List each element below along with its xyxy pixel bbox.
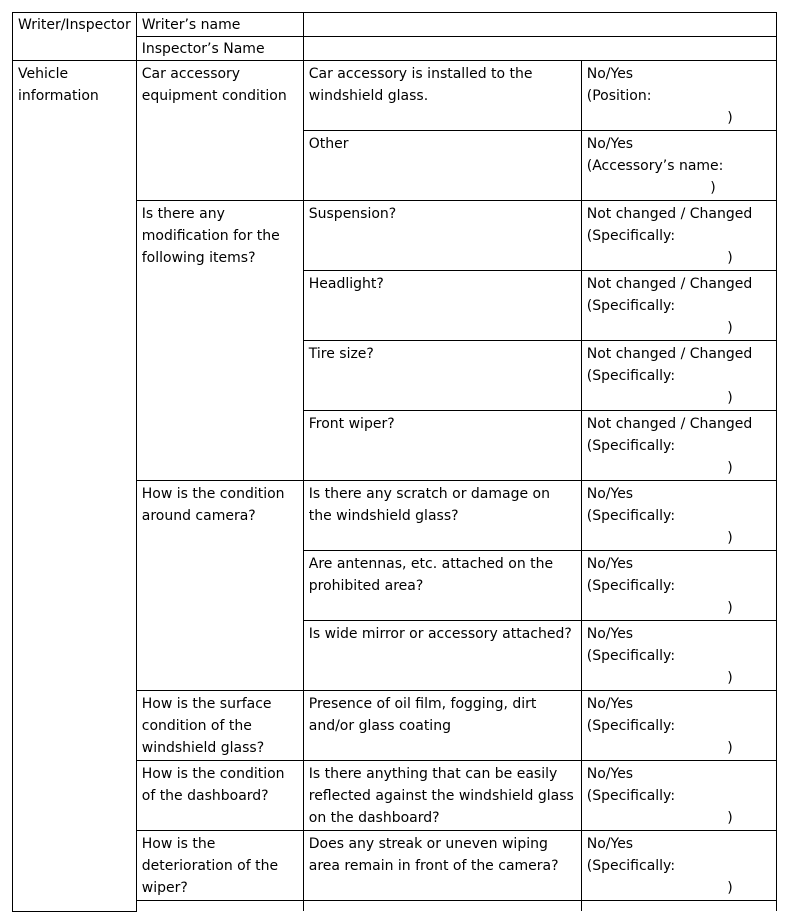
detail-close-paren: ) — [727, 250, 733, 266]
detail-close-paren: ) — [727, 670, 733, 686]
detail-label: (Accessory’s name: — [586, 158, 724, 174]
category-cell: How is the condition of the dashboard? — [136, 761, 303, 831]
writer-inspector-label: Writer/Inspector — [13, 13, 137, 61]
question-cell: Are antennas, etc. attached on the prohibited area? — [303, 551, 581, 621]
answer-cell[interactable] — [581, 481, 776, 551]
answer-options[interactable]: Not changed / Changed — [586, 416, 753, 432]
category-cell: Car accessory equipment condition — [136, 61, 303, 201]
answer-cell[interactable] — [581, 691, 776, 761]
detail-label: (Specifically: — [586, 578, 676, 594]
answer-cell[interactable] — [581, 621, 776, 691]
answer-options[interactable]: No/Yes — [586, 836, 634, 852]
detail-label: (Specifically: — [586, 368, 676, 384]
answer-options[interactable]: Not changed / Changed — [586, 346, 753, 362]
vehicle-information-label: Vehicle information — [13, 61, 137, 912]
question-cell: Presence of oil film, fogging, dirt and/or glass coating — [303, 691, 581, 761]
answer-options[interactable]: No/Yes — [586, 66, 634, 82]
detail-label: (Specifically: — [586, 298, 676, 314]
detail-close-paren: ) — [727, 810, 733, 826]
answer-options[interactable]: Not changed / Changed — [586, 276, 753, 292]
writer-name-field[interactable] — [303, 13, 776, 37]
answer-cell[interactable] — [581, 131, 776, 201]
detail-label: (Specifically: — [586, 228, 676, 244]
inspection-form-table — [12, 12, 777, 912]
answer-options[interactable]: No/Yes — [586, 486, 634, 502]
table-row — [13, 61, 777, 131]
detail-close-paren: ) — [727, 740, 733, 756]
empty-cell — [303, 901, 581, 912]
category-cell: How is the condition around camera? — [136, 481, 303, 691]
answer-options[interactable]: No/Yes — [586, 136, 634, 152]
question-cell: Front wiper? — [303, 411, 581, 481]
question-cell: Is there any scratch or damage on the windshield glass? — [303, 481, 581, 551]
detail-close-paren: ) — [710, 180, 716, 196]
detail-label: (Position: — [586, 88, 652, 104]
detail-close-paren: ) — [727, 460, 733, 476]
question-cell: Is there anything that can be easily reflected against the windshield glass on the dashboard? — [303, 761, 581, 831]
detail-label: (Specifically: — [586, 508, 676, 524]
question-cell: Headlight? — [303, 271, 581, 341]
detail-label: (Specifically: — [586, 858, 676, 874]
category-cell: Is there any modification for the following items? — [136, 201, 303, 481]
answer-cell[interactable] — [581, 551, 776, 621]
answer-options[interactable]: No/Yes — [586, 556, 634, 572]
detail-close-paren: ) — [727, 110, 733, 126]
answer-options[interactable]: No/Yes — [586, 626, 634, 642]
empty-cell — [581, 901, 776, 912]
answer-cell[interactable] — [581, 271, 776, 341]
answer-cell[interactable] — [581, 761, 776, 831]
inspector-name-field[interactable] — [303, 37, 776, 61]
detail-close-paren: ) — [727, 600, 733, 616]
question-cell: Suspension? — [303, 201, 581, 271]
answer-cell[interactable] — [581, 341, 776, 411]
answer-options[interactable]: No/Yes — [586, 696, 634, 712]
question-cell: Other — [303, 131, 581, 201]
answer-cell[interactable] — [581, 831, 776, 901]
empty-cell — [136, 901, 303, 912]
question-cell: Is wide mirror or accessory attached? — [303, 621, 581, 691]
detail-label: (Specifically: — [586, 438, 676, 454]
answer-cell[interactable] — [581, 411, 776, 481]
detail-label: (Specifically: — [586, 648, 676, 664]
detail-close-paren: ) — [727, 530, 733, 546]
answer-options[interactable]: No/Yes — [586, 766, 634, 782]
writer-name-label: Writer’s name — [136, 13, 303, 37]
detail-close-paren: ) — [727, 390, 733, 406]
category-cell: How is the deterioration of the wiper? — [136, 831, 303, 901]
detail-label: (Specifically: — [586, 788, 676, 804]
detail-label: (Specifically: — [586, 718, 676, 734]
question-cell: Car accessory is installed to the windshield glass. — [303, 61, 581, 131]
question-cell: Does any streak or uneven wiping area remain in front of the camera? — [303, 831, 581, 901]
inspector-name-label: Inspector’s Name — [136, 37, 303, 61]
detail-close-paren: ) — [727, 320, 733, 336]
answer-cell[interactable] — [581, 201, 776, 271]
question-cell: Tire size? — [303, 341, 581, 411]
detail-close-paren: ) — [727, 880, 733, 896]
writer-row — [13, 13, 777, 37]
category-cell: How is the surface condition of the windshield glass? — [136, 691, 303, 761]
answer-cell[interactable] — [581, 61, 776, 131]
answer-options[interactable]: Not changed / Changed — [586, 206, 753, 222]
